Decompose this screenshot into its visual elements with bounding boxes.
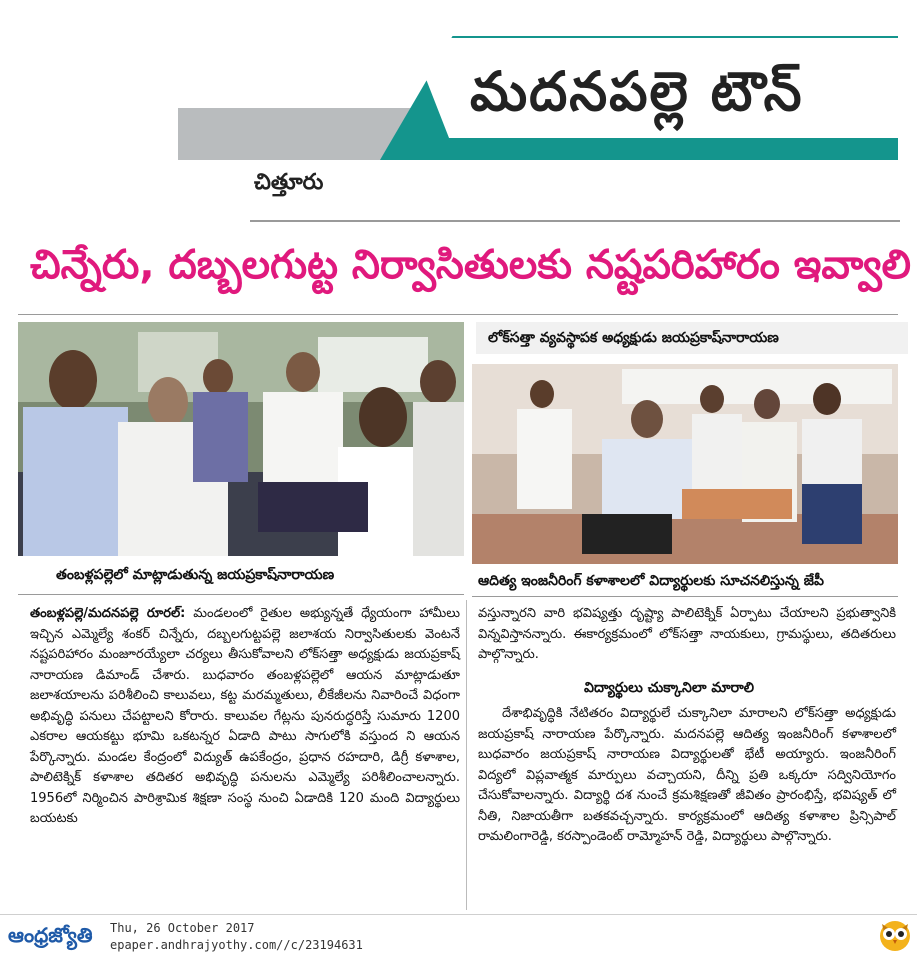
owl-mascot-icon bbox=[878, 916, 912, 952]
divider bbox=[472, 596, 898, 597]
article-left bbox=[30, 604, 460, 830]
banner-title: మదనపల్లె టౌన్ bbox=[470, 60, 804, 123]
article-right-subhead: విద్యార్థులు చుక్కానిలా మారాలి bbox=[584, 680, 755, 696]
article-right-continuation: వస్తున్నారని వారి భవిష్యత్తు దృష్ట్యా పాలిటెక్నిక్ ఏర్పాటు చేయాలని ప్రభుత్వానికి విన్నవిస్తానన్నారు. ఈకార్యక్రమంలో లోక్‌సత్తా నాయకులు, గ్రామస్థులు, తదితరులు పాల్గొన్నారు. bbox=[478, 606, 896, 662]
photo-right bbox=[472, 364, 898, 564]
photo-left bbox=[18, 322, 464, 556]
footer-date: Thu, 26 October 2017 bbox=[110, 921, 255, 935]
photo-left-caption: తంబళ్లపల్లెలో మాట్లాడుతున్న జయప్రకాష్‌నారాయణ bbox=[56, 567, 335, 583]
divider bbox=[18, 314, 898, 315]
article-left-body: మండలంలో రైతుల అభ్యున్నతే ధ్యేయంగా హామీలు ఇచ్చిన ఎమ్మెల్యే శంకర్ చిన్నేరు, దబ్బలగుట్టపల్లె జలాశయ నిర్వాసితులకు వెంటనే నష్టపరిహారం మంజూరయ్యేలా చర్యలు తీసుకోవాలని లోక్‌సత్తా అధ్యక్షుడు జయప్రకాష్ నారాయణ డిమాండ్ చేశారు. బుధవారం తంబళ్లపల్లెలో ఆయన మాట్లాడుతూ జలాశయాలను పరిశీలించి కాలువలు, కట్ట మరమ్మతులు, లీకేజీలను నివారించే విధంగా అభివృద్ధి పనులు చేపట్టాలని కోరారు. కాలువల గేట్లను పునరుద్ధరిస్తే సుమారు 1200 ఎకరాల ఆయకట్టు భూమి ఒకటన్నర ఏడాది పాటు సాగులోకి వస్తుంద ని ఆయన పేర్కొన్నారు. మండల కేంద్రంలో విద్యుత్ ఉపకేంద్రం, ప్రధాన రహదారి, డిగ్రీ కళాశాల, పాలిటెక్నిక్ కళాశాల తదితర అభివృద్ధి పనులను ఎమ్మెల్యే పరిశీలించాలన్నారు. 1956లో నిర్మించిన పారిశ్రామిక శిక్షణా సంస్థ నుంచి ఏడాదికి 120 మంది విద్యార్థులు బయటకు bbox=[30, 606, 460, 826]
column-divider bbox=[466, 600, 467, 910]
divider bbox=[18, 594, 464, 595]
district-label: చిత్తూరు bbox=[254, 170, 324, 195]
article-right-body: దేశాభివృద్ధికి నేటితరం విద్యార్థులే చుక్కానిలా మారాలని లోక్‌సత్తా అధ్యక్షుడు జయప్రకాష్ నారాయణ పేర్కొన్నారు. మదనపల్లె ఆదిత్య ఇంజనీరింగ్ కళాశాలలో బుధవారం జయప్రకాష్ నారాయణ విద్యార్థులతో భేటీ అయ్యారు. ఇంజనీరింగ్ విద్యలో విప్లవాత్మక మార్పులు వచ్చాయని, దీన్ని ప్రతి ఒక్కరూ సద్వినియోగం చేసుకోవాలన్నారు. విద్యార్థి దశ నుంచే క్రమశిక్షణతో జీవితం ప్రారంభిస్తే, భవిష్యత్ లో నీతి, నిజాయతీగా బతకవచ్చన్నారు. కార్యక్రమంలో ఆదిత్య కళాశాల ప్రిన్సిపాల్ రామలింగారెడ్డి, కరస్పాండెంట్ రామ్మోహన్ రెడ్డి, విద్యార్థులు పాల్గొన్నారు. bbox=[478, 706, 896, 844]
photo-right-caption: ఆదిత్య ఇంజనీరింగ్ కళాశాలలో విద్యార్థులకు సూచనలిస్తున్న జేపీ bbox=[478, 573, 824, 589]
andhrajyothy-logo: ఆంధ్రజ్యోతి bbox=[8, 923, 93, 947]
article-dateline: తంబళ్లపల్లె/మదనపల్లె రూరల్: bbox=[30, 606, 186, 621]
speaker-tag: లోక్‌సత్తా వ్యవస్థాపక అధ్యక్షుడు జయప్రకాష్‌నారాయణ bbox=[476, 322, 908, 354]
headline: చిన్నేరు, దబ్బలగుట్ట నిర్వాసితులకు నష్టపరిహారం ఇవ్వాలి bbox=[30, 242, 911, 288]
footer-url[interactable]: epaper.andhrajyothy.com//c/23194631 bbox=[110, 938, 363, 952]
footer-divider bbox=[0, 914, 917, 915]
